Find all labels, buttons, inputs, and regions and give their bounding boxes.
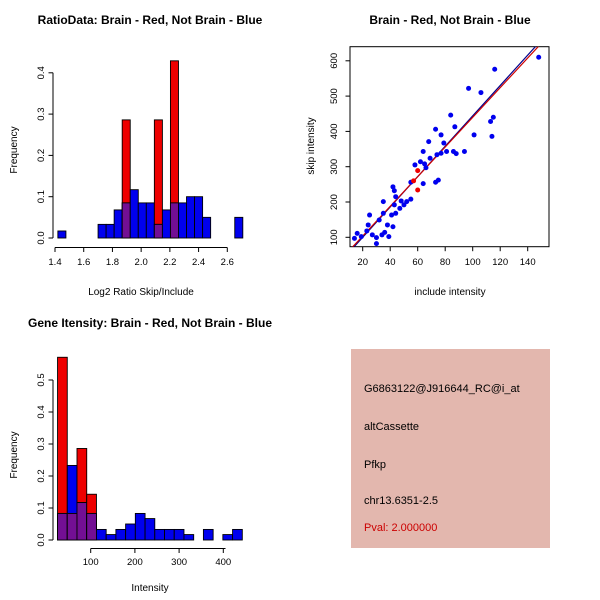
blue-bar (162, 210, 170, 238)
x-tick-label: 2.2 (163, 257, 177, 268)
y-tick-label: 500 (329, 88, 340, 105)
histogram-bars (58, 61, 243, 238)
blue-point (352, 236, 357, 241)
blue-point (441, 141, 446, 146)
y-tick-label: 600 (329, 52, 340, 69)
blue-bar (203, 217, 211, 238)
blue-point (389, 213, 394, 218)
blue-point (421, 181, 426, 186)
blue-point (466, 86, 471, 91)
blue-point (377, 218, 382, 223)
y-tick-label: 0.1 (36, 501, 47, 515)
blue-point (472, 132, 477, 137)
x-tick-label: 100 (464, 257, 481, 268)
y-tick-label: 0.2 (36, 469, 47, 483)
blue-bar (106, 224, 114, 238)
pval-text: Pval: 2.000000 (364, 522, 438, 534)
blue-point (491, 115, 496, 120)
blue-point (492, 67, 497, 72)
blue-bar (174, 529, 184, 540)
blue-point (392, 202, 397, 207)
overlap-bar (58, 513, 68, 540)
y-tick-label: 400 (329, 123, 340, 140)
blue-point (397, 206, 402, 211)
blue-bar (146, 203, 154, 238)
gene-histogram-title: Gene Itensity: Brain - Red, Not Brain - Blue (27, 316, 273, 330)
blue-point (421, 149, 426, 154)
blue-bar (130, 190, 138, 238)
blue-point (433, 180, 438, 185)
blue-point (355, 231, 360, 236)
overlap-bar (154, 224, 162, 238)
y-tick-label: 0.0 (36, 231, 47, 245)
blue-point (423, 165, 428, 170)
scatter-ylabel: skip intensity (306, 117, 317, 175)
overlap-bar (87, 513, 97, 540)
y-tick-label: 300 (329, 158, 340, 175)
blue-bar (195, 197, 203, 238)
blue-bar (106, 535, 116, 540)
blue-bar (126, 524, 136, 540)
blue-point (448, 113, 453, 118)
blue-point (381, 199, 386, 204)
blue-point (374, 235, 379, 240)
scatter-xlabel: include intensity (414, 287, 486, 298)
blue-point (412, 162, 417, 167)
blue-point (359, 234, 364, 239)
y-tick-label: 0.1 (36, 190, 47, 204)
blue-point (364, 228, 369, 233)
blue-bar (233, 529, 243, 540)
blue-bar (155, 529, 165, 540)
blue-bar (114, 210, 122, 238)
y-tick-label: 0.3 (36, 107, 47, 121)
blue-bar (98, 224, 106, 238)
x-tick-label: 80 (439, 257, 451, 268)
blue-point (536, 55, 541, 60)
ratio-histogram-title: RatioData: Brain - Red, Not Brain - Blue (37, 13, 263, 27)
gene-histogram-xlabel: Intensity (131, 583, 169, 594)
blue-bar (203, 529, 213, 540)
red-point (411, 178, 416, 183)
x-tick-label: 60 (412, 257, 423, 268)
blue-point (454, 151, 459, 156)
blue-bar (138, 203, 146, 238)
y-tick-label: 0.4 (36, 405, 47, 419)
blue-point (367, 213, 372, 218)
intensity-scatter-chart (300, 0, 600, 305)
x-tick-label: 400 (215, 557, 232, 568)
x-tick-label: 2.0 (134, 257, 148, 268)
blue-point (488, 119, 493, 124)
blue-bar (187, 197, 195, 238)
overlap-bar (77, 503, 87, 540)
y-tick-label: 0.3 (36, 437, 47, 451)
red-fit-line (352, 43, 542, 248)
blue-point (390, 224, 395, 229)
blue-point (478, 90, 483, 95)
x-tick-label: 40 (384, 257, 396, 268)
overlap-bar (122, 203, 130, 238)
y-tick-label: 0.0 (36, 533, 47, 547)
blue-point (381, 211, 386, 216)
blue-point (452, 124, 457, 129)
blue-point (462, 149, 467, 154)
blue-point (393, 194, 398, 199)
blue-bar (178, 203, 186, 238)
blue-point (370, 232, 375, 237)
y-tick-label: 0.2 (36, 148, 47, 163)
x-tick-label: 1.8 (105, 257, 120, 268)
blue-point (392, 188, 397, 193)
y-tick-label: 0.4 (36, 66, 47, 80)
blue-bar (96, 529, 106, 540)
probe-id-text: G6863122@J916644_RC@i_at (364, 383, 520, 395)
red-point (415, 168, 420, 173)
y-tick-label: 100 (329, 229, 340, 246)
blue-point (489, 134, 494, 139)
blue-bar (135, 513, 145, 540)
gene-intensity-histogram-chart (0, 300, 300, 600)
blue-point (401, 202, 406, 207)
blue-bar (235, 217, 243, 238)
blue-point (408, 197, 413, 202)
blue-point (385, 222, 390, 227)
blue-point (439, 132, 444, 137)
blue-point (379, 232, 384, 237)
gene-info-box (351, 349, 550, 548)
x-tick-label: 2.6 (220, 257, 234, 268)
histogram-bars (58, 357, 243, 540)
blue-bar (58, 231, 66, 238)
red-bar (58, 357, 68, 540)
x-tick-label: 20 (357, 257, 368, 268)
red-bar (154, 120, 162, 238)
gene-symbol-text: Pfkp (364, 459, 387, 471)
x-tick-label: 100 (82, 557, 99, 568)
gene-histogram-ylabel: Frequency (9, 431, 20, 479)
blue-point (428, 156, 433, 161)
blue-point (386, 234, 391, 239)
blue-point (433, 127, 438, 132)
event-type-text: altCassette (364, 421, 420, 433)
blue-bar (145, 519, 155, 540)
x-tick-label: 140 (519, 257, 536, 268)
overlap-bar (67, 513, 77, 540)
x-tick-label: 1.6 (77, 257, 91, 268)
scatter-title: Brain - Red, Not Brain - Blue (369, 13, 531, 27)
x-tick-label: 1.4 (48, 257, 62, 268)
blue-point (374, 241, 379, 246)
blue-point (366, 222, 371, 227)
blue-bar (165, 529, 175, 540)
x-tick-label: 200 (126, 557, 143, 568)
chromosome-location-text: chr13.6351-2.5 (364, 495, 438, 507)
blue-bar (223, 535, 233, 540)
ratio-histogram-xlabel: Log2 Ratio Skip/Include (88, 287, 194, 298)
ratio-histogram-ylabel: Frequency (9, 126, 20, 174)
blue-bar (184, 535, 194, 540)
x-tick-label: 300 (171, 557, 188, 568)
x-tick-label: 2.4 (191, 257, 206, 268)
ratio-histogram-chart (0, 0, 300, 305)
x-tick-label: 120 (492, 257, 509, 268)
blue-bar (116, 529, 126, 540)
blue-point (434, 152, 439, 157)
y-tick-label: 200 (329, 194, 340, 210)
blue-point (426, 139, 431, 144)
overlap-bar (170, 203, 178, 238)
red-point (415, 187, 420, 192)
y-tick-label: 0.5 (36, 373, 47, 387)
blue-point (444, 149, 449, 154)
